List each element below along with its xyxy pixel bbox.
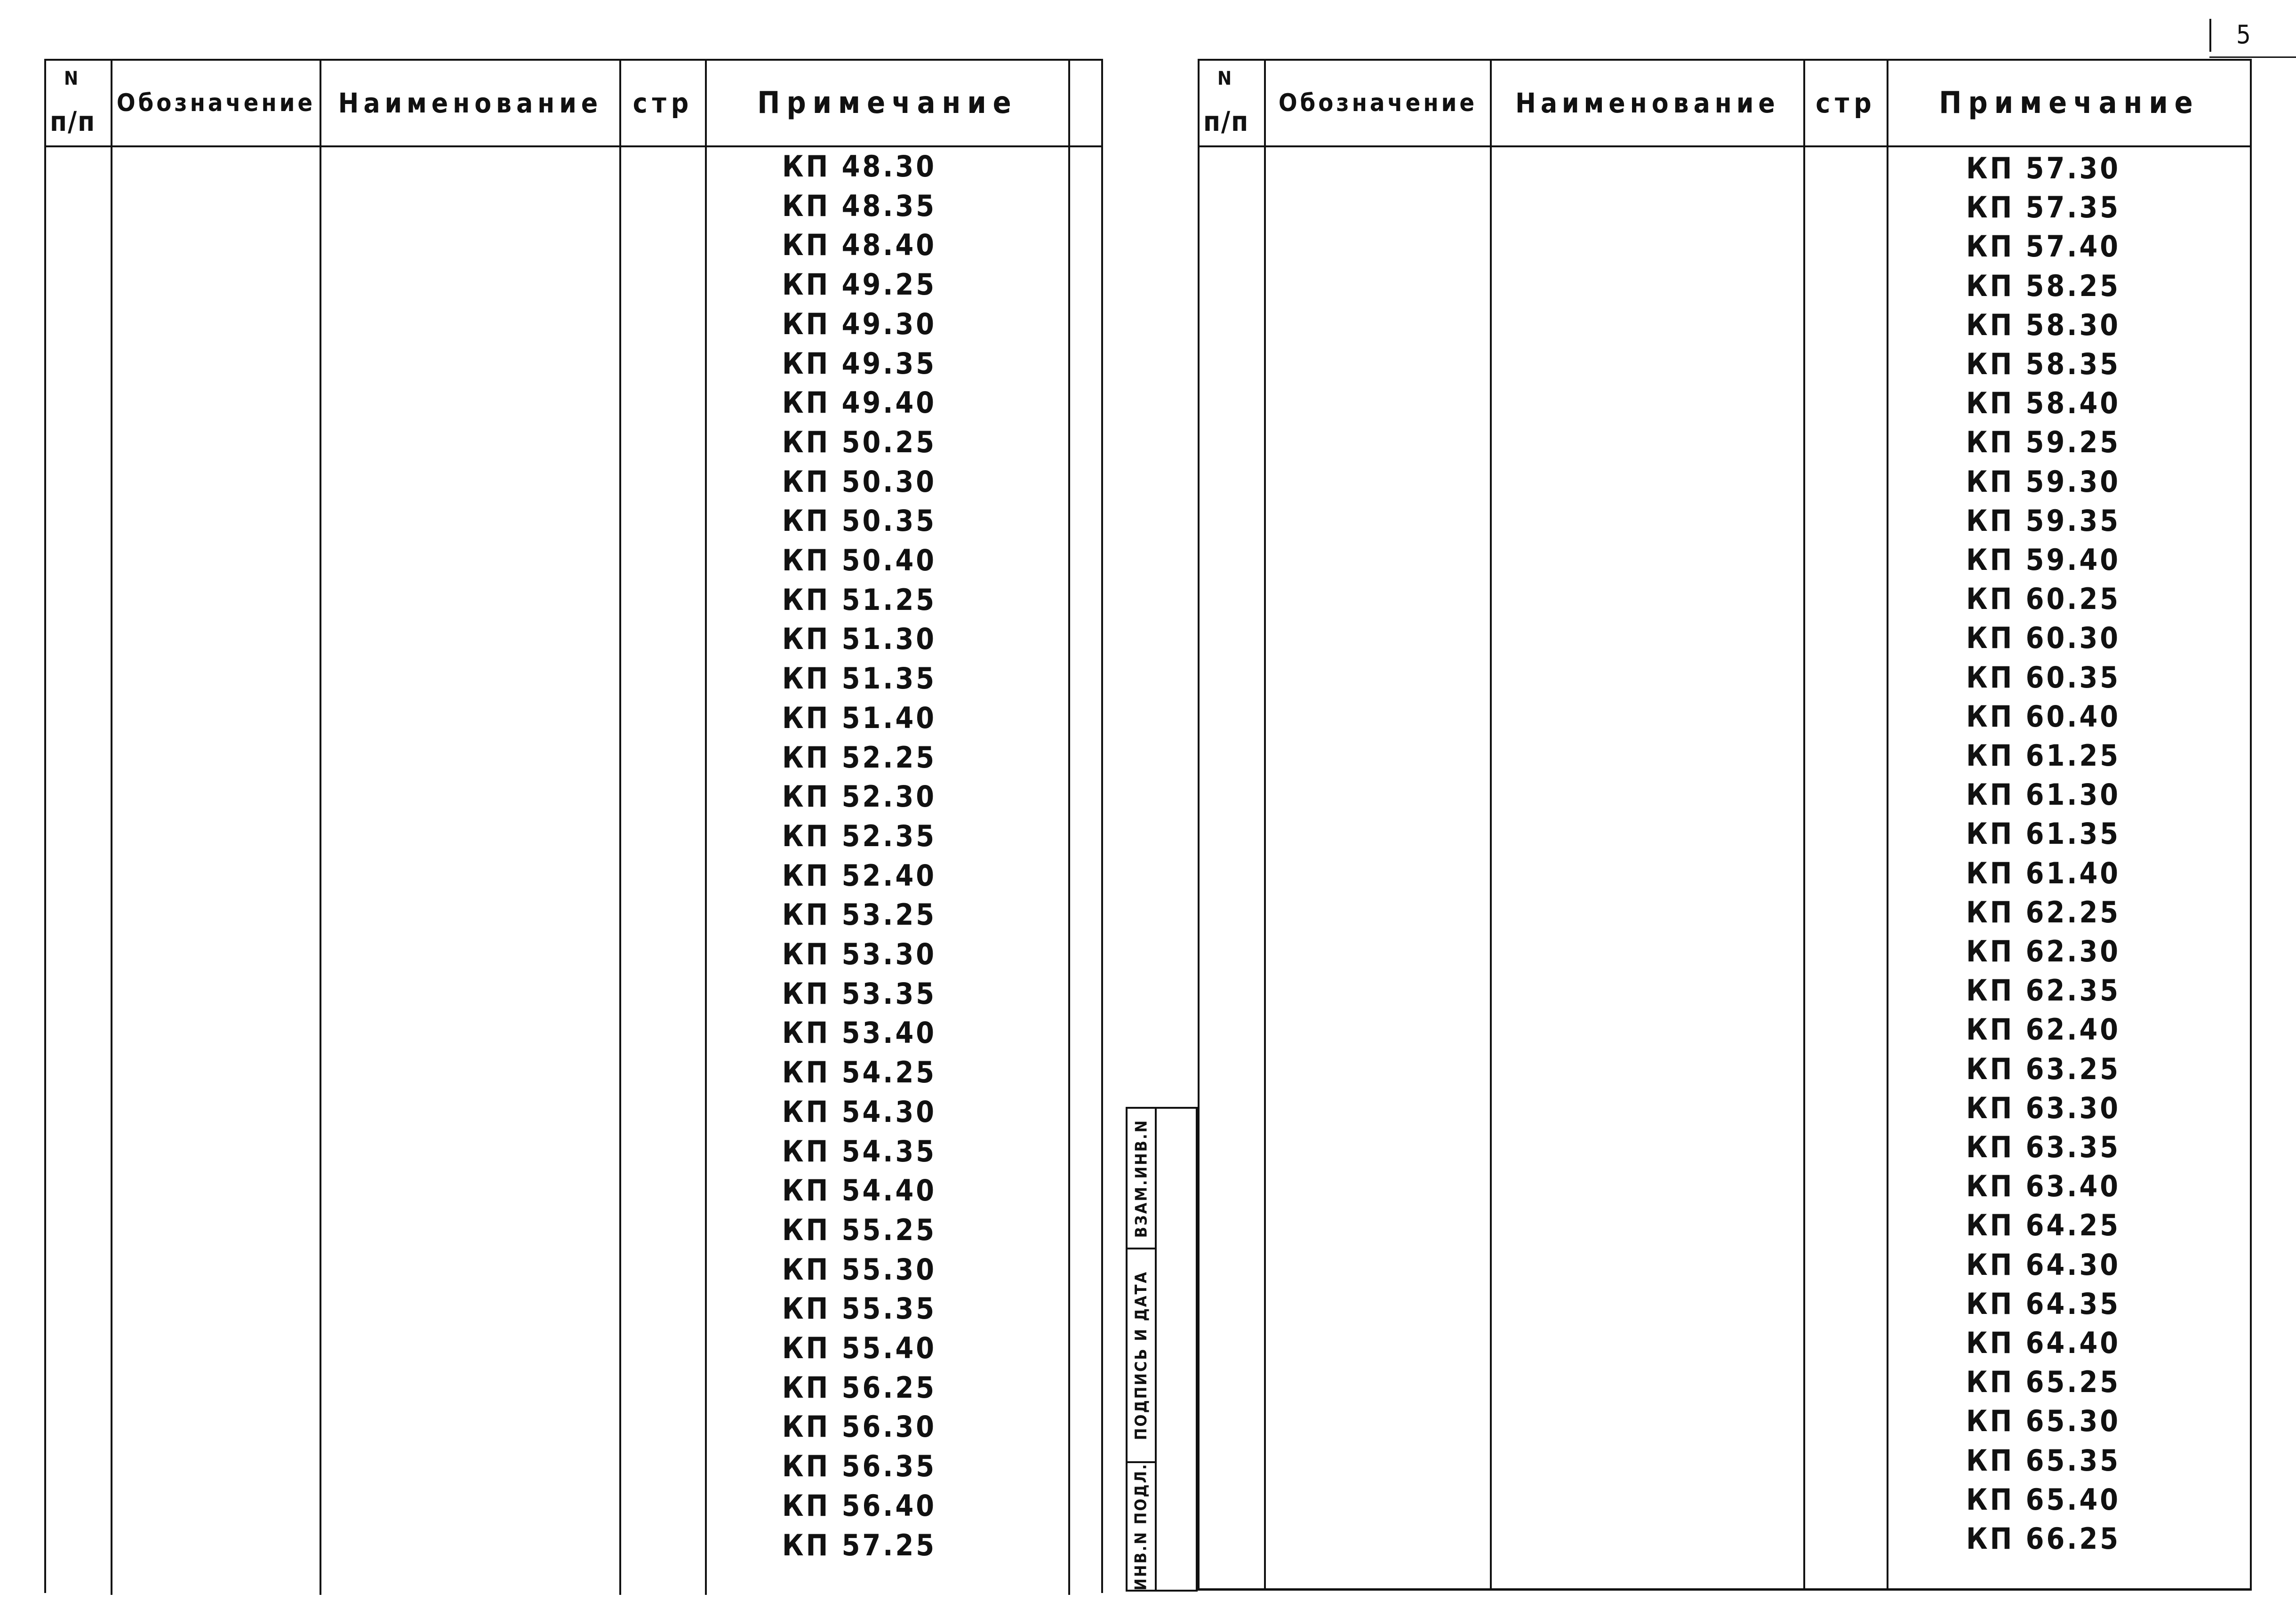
stamp-sign-date-label: ПОДПИСЬ И ДАТА <box>1132 1270 1151 1441</box>
note-entry: КП 55.40 <box>782 1331 937 1365</box>
note-entry: КП 49.30 <box>782 306 937 341</box>
header-designation: Обозначение <box>116 89 316 117</box>
note-entry: КП 61.30 <box>1966 777 2121 812</box>
page-number-tick <box>2209 19 2211 52</box>
column-divider <box>111 61 112 1595</box>
note-entry: КП 61.35 <box>1966 817 2121 851</box>
header-note: Примечание <box>757 86 1018 120</box>
stamp-inv-podl-label: ИНВ.N ПОДЛ. <box>1132 1463 1151 1591</box>
note-entry: КП 51.30 <box>782 622 937 656</box>
page-number: 5 <box>2236 20 2251 49</box>
stamp-cell-sign-date <box>1128 1249 1155 1461</box>
note-entry: КП 58.30 <box>1966 307 2121 342</box>
note-entry: КП 57.35 <box>1966 190 2121 225</box>
column-divider <box>1264 61 1266 1590</box>
header-page: стр <box>632 87 694 119</box>
note-entry: КП 65.25 <box>1966 1365 2121 1400</box>
header-number-bottom: п/п <box>50 105 96 137</box>
note-entry: КП 53.30 <box>782 937 937 971</box>
note-entry: КП 51.25 <box>782 582 937 617</box>
note-entry: КП 64.35 <box>1966 1286 2121 1321</box>
note-entry: КП 63.35 <box>1966 1130 2121 1164</box>
header-name: Наименование <box>1515 87 1780 119</box>
note-entry: КП 57.40 <box>1966 229 2121 264</box>
header-number-top: N <box>1217 68 1232 89</box>
note-entry: КП 51.35 <box>782 661 937 696</box>
note-entry: КП 53.25 <box>782 897 937 932</box>
note-entry: КП 49.25 <box>782 267 937 302</box>
note-entry: КП 55.30 <box>782 1252 937 1287</box>
column-divider <box>619 61 621 1595</box>
stamp-column-divider <box>1155 1109 1157 1590</box>
note-entry: КП 49.35 <box>782 346 937 381</box>
note-entry: КП 56.35 <box>782 1449 937 1484</box>
header-designation: Обозначение <box>1278 89 1478 117</box>
column-divider <box>1803 61 1805 1590</box>
note-entry: КП 49.40 <box>782 385 937 420</box>
note-entry: КП 63.30 <box>1966 1090 2121 1125</box>
note-entry: КП 50.30 <box>782 464 937 499</box>
note-entry: КП 60.40 <box>1966 699 2121 734</box>
note-entry: КП 59.35 <box>1966 503 2121 538</box>
stamp-cell-inv-podl <box>1128 1463 1155 1590</box>
note-entry: КП 61.40 <box>1966 856 2121 890</box>
header-number-bottom: п/п <box>1203 105 1249 137</box>
note-entry: КП 58.35 <box>1966 347 2121 381</box>
note-entry: КП 50.40 <box>782 543 937 577</box>
header-note: Примечание <box>1939 86 2200 120</box>
note-entry: КП 59.30 <box>1966 464 2121 499</box>
note-entry: КП 65.40 <box>1966 1482 2121 1517</box>
note-entry: КП 62.35 <box>1966 973 2121 1008</box>
right-notes-column <box>1888 147 2250 1590</box>
header-name: Наименование <box>338 87 603 119</box>
note-entry: КП 48.30 <box>782 149 937 184</box>
note-entry: КП 64.30 <box>1966 1247 2121 1282</box>
note-entry: КП 58.25 <box>1966 268 2121 303</box>
note-entry: КП 59.40 <box>1966 543 2121 577</box>
note-entry: КП 59.25 <box>1966 425 2121 460</box>
note-entry: КП 65.35 <box>1966 1443 2121 1478</box>
note-entry: КП 48.35 <box>782 188 937 223</box>
stamp-cell-zam-inv <box>1128 1109 1155 1248</box>
stamp-zam-inv-label: ВЗАМ.ИНВ.N <box>1132 1119 1151 1238</box>
note-entry: КП 53.35 <box>782 976 937 1011</box>
column-divider <box>1068 61 1070 1595</box>
column-divider <box>320 61 321 1595</box>
note-entry: КП 56.30 <box>782 1409 937 1444</box>
left-notes-column <box>707 147 1068 1592</box>
note-entry: КП 52.30 <box>782 779 937 814</box>
note-entry: КП 63.40 <box>1966 1169 2121 1204</box>
note-entry: КП 65.30 <box>1966 1404 2121 1439</box>
header-page: стр <box>1816 87 1876 119</box>
note-entry: КП 50.35 <box>782 504 937 538</box>
note-entry: КП 60.30 <box>1966 621 2121 656</box>
note-entry: КП 62.25 <box>1966 895 2121 929</box>
note-entry: КП 61.25 <box>1966 738 2121 773</box>
note-entry: КП 51.40 <box>782 700 937 735</box>
column-divider <box>1490 61 1492 1590</box>
note-entry: КП 57.25 <box>782 1528 937 1562</box>
note-entry: КП 52.25 <box>782 740 937 775</box>
note-entry: КП 48.40 <box>782 228 937 263</box>
archive-stamp <box>1126 1107 1198 1592</box>
note-entry: КП 60.25 <box>1966 582 2121 616</box>
note-entry: КП 57.30 <box>1966 151 2121 185</box>
note-entry: КП 64.25 <box>1966 1208 2121 1243</box>
note-entry: КП 54.40 <box>782 1173 937 1208</box>
header-number <box>46 61 111 145</box>
right-table <box>1198 59 2252 1591</box>
header-number-top: N <box>64 68 79 89</box>
note-entry: КП 56.25 <box>782 1370 937 1405</box>
note-entry: КП 58.40 <box>1966 386 2121 421</box>
note-entry: КП 64.40 <box>1966 1326 2121 1360</box>
note-entry: КП 55.25 <box>782 1212 937 1247</box>
note-entry: КП 66.25 <box>1966 1521 2121 1556</box>
left-table <box>44 59 1103 1593</box>
note-entry: КП 52.40 <box>782 858 937 893</box>
note-entry: КП 62.30 <box>1966 934 2121 969</box>
note-entry: КП 54.35 <box>782 1134 937 1169</box>
note-entry: КП 63.25 <box>1966 1051 2121 1086</box>
note-entry: КП 60.35 <box>1966 660 2121 695</box>
note-entry: КП 53.40 <box>782 1016 937 1050</box>
note-entry: КП 55.35 <box>782 1291 937 1326</box>
note-entry: КП 50.25 <box>782 424 937 459</box>
note-entry: КП 54.25 <box>782 1055 937 1090</box>
note-entry: КП 62.40 <box>1966 1012 2121 1047</box>
page-number-rule <box>2209 56 2296 58</box>
header-number <box>1200 61 1264 145</box>
note-entry: КП 52.35 <box>782 818 937 853</box>
note-entry: КП 54.30 <box>782 1094 937 1129</box>
note-entry: КП 56.40 <box>782 1488 937 1523</box>
